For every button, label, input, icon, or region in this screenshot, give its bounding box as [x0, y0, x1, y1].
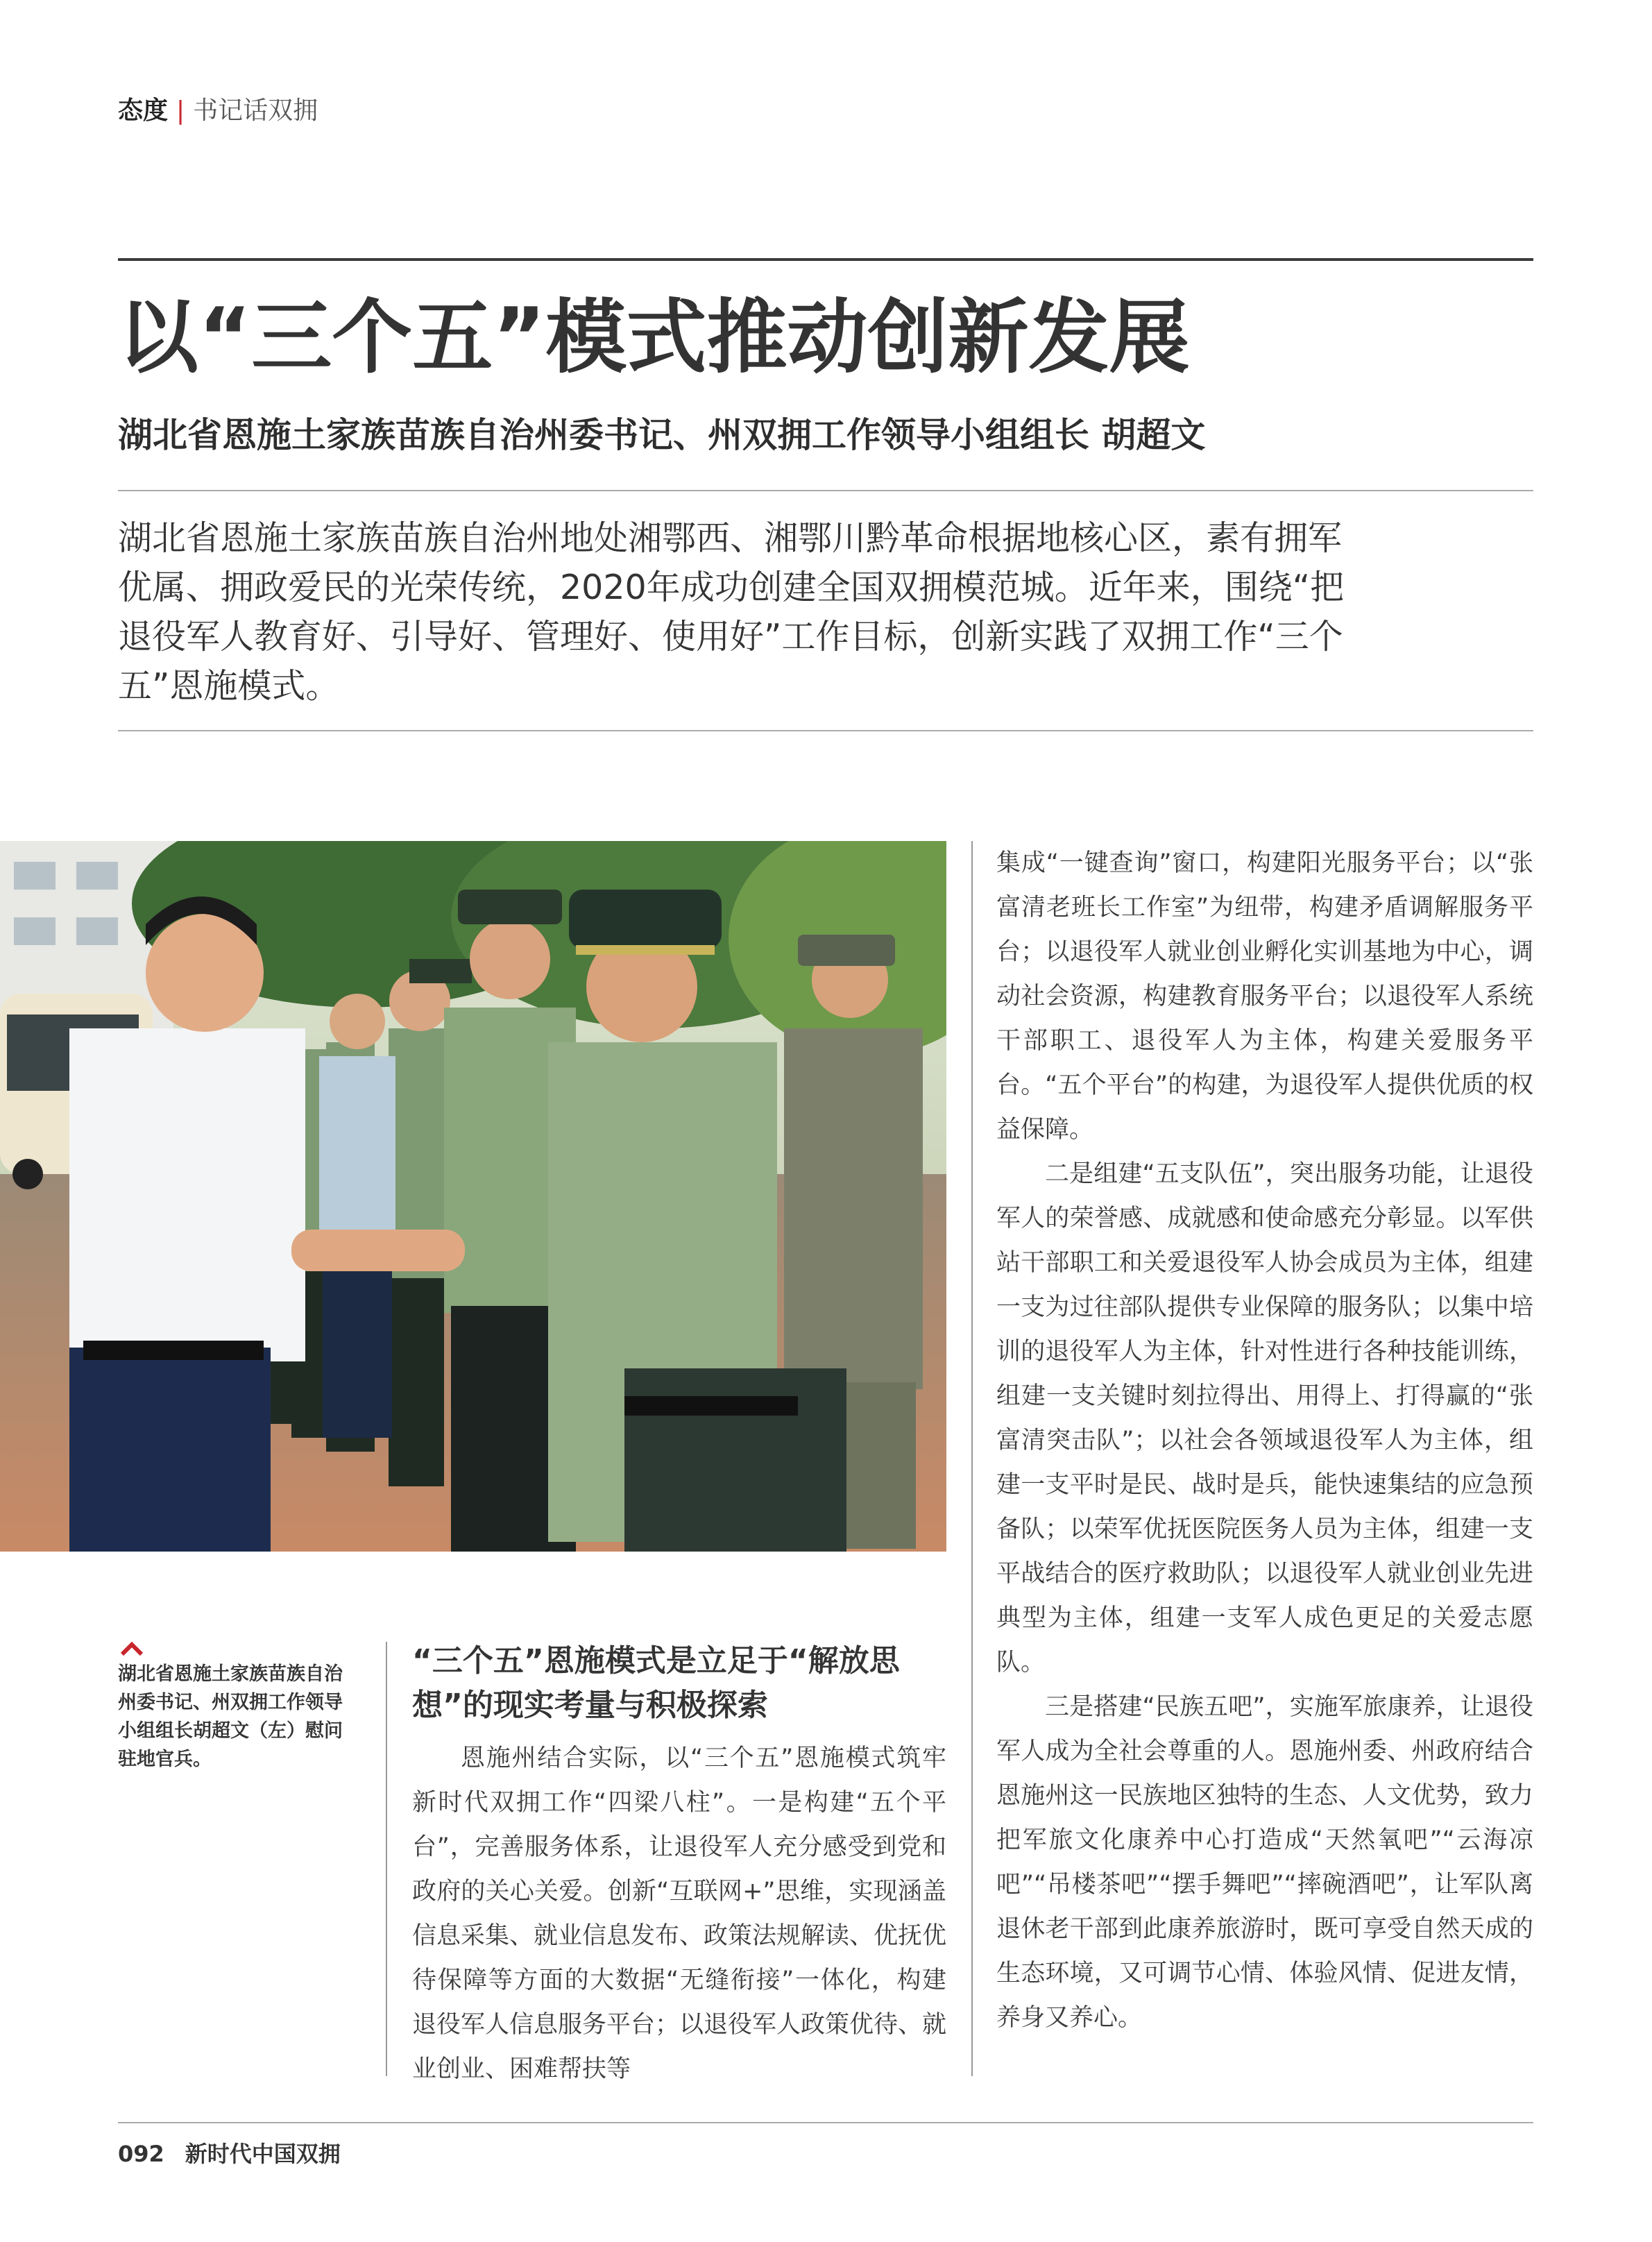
intro-rule-bottom	[118, 730, 1533, 731]
caption-chevron-up-icon	[118, 1638, 146, 1658]
page-footer	[118, 2139, 341, 2169]
page-number: 092	[118, 2141, 164, 2167]
body-paragraph: 集成“一键查询”窗口，构建阳光服务平台；以“张富清老班长工作室”为纽带，构建矛盾调解服务平台；以退役军人就业创业孵化实训基地为中心，调动社会资源，构建教育服务平台；以退役军人系统干部职工、退役军人为主体，构建关爱服务平台。“五个平台”的构建，为退役军人提供优质的权益保障。	[996, 849, 1533, 1144]
section-header	[118, 94, 318, 128]
body-paragraph: 恩施州结合实际，以“三个五”恩施模式筑牢新时代双拥工作“四梁八柱”。一是构建“五个平台”，完善服务体系，让退役军人充分感受到党和政府的关心关爱。创新“互联网+”思维，实现涵盖信息采集、就业信息发布、政策法规解读、优抚优待保障等方面的大数据“无缝衔接”一体化，构建退役军人信息服务平台；以退役军人政策优待、就业创业、困难帮扶等	[412, 1744, 947, 2083]
subsection-label: 书记话双拥	[193, 96, 318, 125]
section-separator: |	[176, 96, 185, 125]
body-paragraph: 二是组建“五支队伍”，突出服务功能，让退役军人的荣誉感、成就感和使命感充分彰显。以军供站干部职工和关爱退役军人协会成员为主体，组建一支为过往部队提供专业保障的服务队；以集中培训的退役军人为主体，针对性进行各种技能训练，组建一支关键时刻拉得出、用得上、打得赢的“张富清突击队”；以社会各领域退役军人为主体，组建一支平时是民、战时是兵，能快速集结的应急预备队；以荣军优抚医院医务人员为主体，组建一支平战结合的医疗救助队；以退役军人就业创业先进典型为主体，组建一支军人成色更足的关爱志愿队。	[996, 1160, 1533, 1676]
article-subtitle: 湖北省恩施土家族苗族自治州委书记、州双拥工作领导小组组长 胡超文	[118, 415, 1206, 455]
column-rule-left	[386, 1642, 387, 2076]
article-photo	[0, 841, 946, 1552]
right-column	[996, 841, 1533, 2040]
intro-paragraph	[118, 513, 1346, 711]
intro-rule-top	[118, 490, 1533, 491]
section-label: 态度	[118, 96, 169, 125]
article-title: 以“三个五”模式推动创新发展	[118, 291, 1190, 384]
column-rule-right	[971, 841, 973, 2076]
photo-illustration	[0, 841, 946, 1552]
body-paragraph: 三是搭建“民族五吧”，实施军旅康养，让退役军人成为全社会尊重的人。恩施州委、州政府结合恩施州这一民族地区独特的生态、人文优势，致力把军旅文化康养中心打造成“天然氧吧”“云海凉吧”“吊楼茶吧”“摆手舞吧”“摔碗酒吧”，让军队离退休老干部到此康养旅游时，既可享受自然天成的生态环境，又可调节心情、体验风情、促进友情，养身又养心。	[996, 1693, 1533, 2032]
magazine-name: 新时代中国双拥	[185, 2141, 341, 2167]
middle-column	[412, 1736, 946, 2091]
footer-rule	[118, 2122, 1533, 2123]
top-rule	[118, 258, 1533, 261]
section-heading: “三个五”恩施模式是立足于“解放思想”的现实考量与积极探索	[412, 1643, 900, 1723]
intro-text: 湖北省恩施土家族苗族自治州地处湘鄂西、湘鄂川黔革命根据地核心区，素有拥军优属、拥政爱民的光荣传统，2020年成功创建全国双拥模范城。近年来，围绕“把退役军人教育好、引导好、管理好、使用好”工作目标，创新实践了双拥工作“三个五”恩施模式。	[118, 518, 1345, 706]
photo-caption: 湖北省恩施土家族苗族自治州委书记、州双拥工作领导小组组长胡超文（左）慰问驻地官兵。	[118, 1663, 343, 1770]
